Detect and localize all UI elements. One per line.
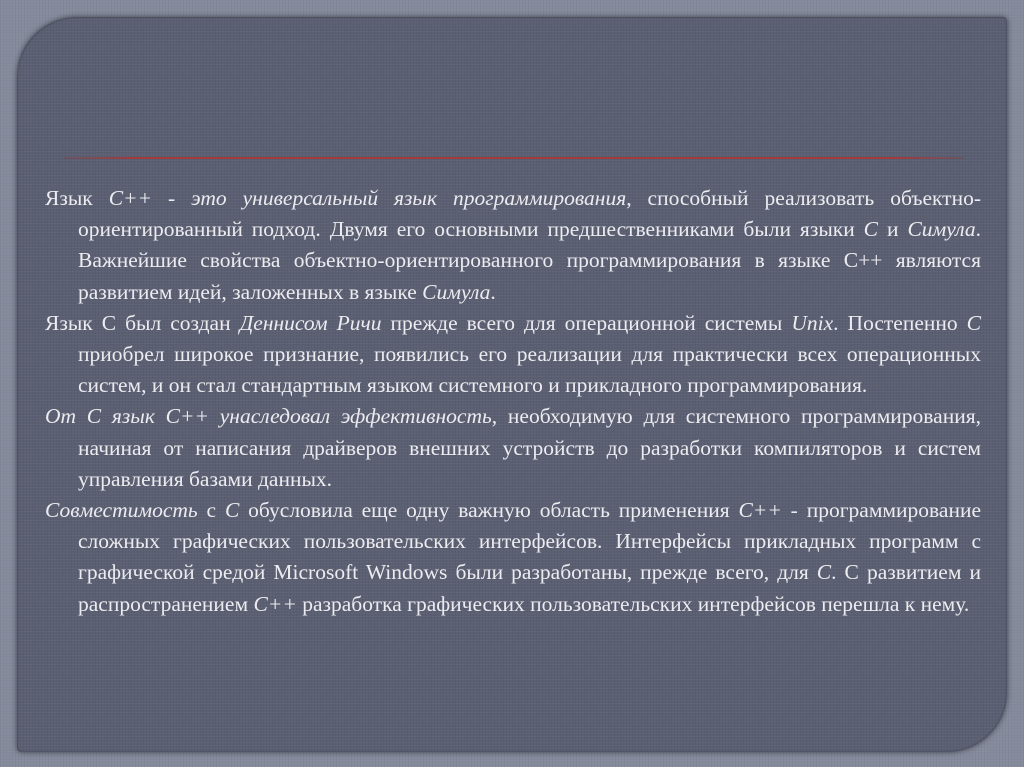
text-segment: , необходимую для системного программирования, начиная от написания драйверов внешних устройств до разработки компиляторов и систем управления базами данных. [78,404,981,491]
text-segment: прежде всего для операционной системы [381,310,792,335]
text-segment: и [878,217,908,242]
text-segment: разработка графических пользовательских интерфейсов перешла к нему. [296,591,970,616]
italic-text-segment: С [816,560,832,585]
text-segment: . [490,279,496,304]
text-segment: с [197,498,225,523]
text-segment: . Важнейшие свойства объектно-ориентированного программирования в языке С++ являются развитием идей, заложенных в языке [78,217,981,304]
italic-text-segment: С [224,498,240,523]
italic-text-segment: Симула [907,217,976,242]
text-segment: обусловила еще одну важную область применения [239,498,739,523]
text-segment: . С развитием и распространением [78,560,981,616]
italic-text-segment: От С язык С++ унаследовал эффективность [45,404,492,429]
italic-text-segment: Симула [422,279,491,304]
body-text [45,183,981,620]
italic-text-segment: Unix [791,310,834,335]
text-segment: Язык [45,186,109,210]
italic-text-segment: С++ [738,498,782,523]
text-segment: Язык С был создан [45,310,240,335]
text-segment: - программирование сложных графических пользовательских интерфейсов. Интерфейсы прикладных программ с графической средой Microsoft Windows были разработаны, прежде всего, для [78,498,982,585]
italic-text-segment: С++ [253,591,297,616]
title-divider [64,157,964,159]
text-segment: . Постепенно [833,310,967,335]
paragraph-cpp-intro [45,183,981,308]
italic-text-segment: С [966,310,982,335]
paragraph-compatibility [45,495,981,620]
paragraph-c-history [45,308,981,402]
italic-text-segment: Совместимость [45,498,198,523]
italic-text-segment: С++ - это универсальный язык программирования [108,186,627,210]
paragraph-efficiency [45,401,981,495]
italic-text-segment: С [863,217,879,242]
italic-text-segment: Деннисом Ричи [239,310,382,335]
text-segment: приобрел широкое признание, появились его реализации для практически всех операционных систем, и он стал стандартным языком системного и прикладного программирования. [78,342,981,398]
text-segment: , способный реализовать объектно-ориентированный подход. Двумя его основными предшественниками были языки [78,186,981,242]
